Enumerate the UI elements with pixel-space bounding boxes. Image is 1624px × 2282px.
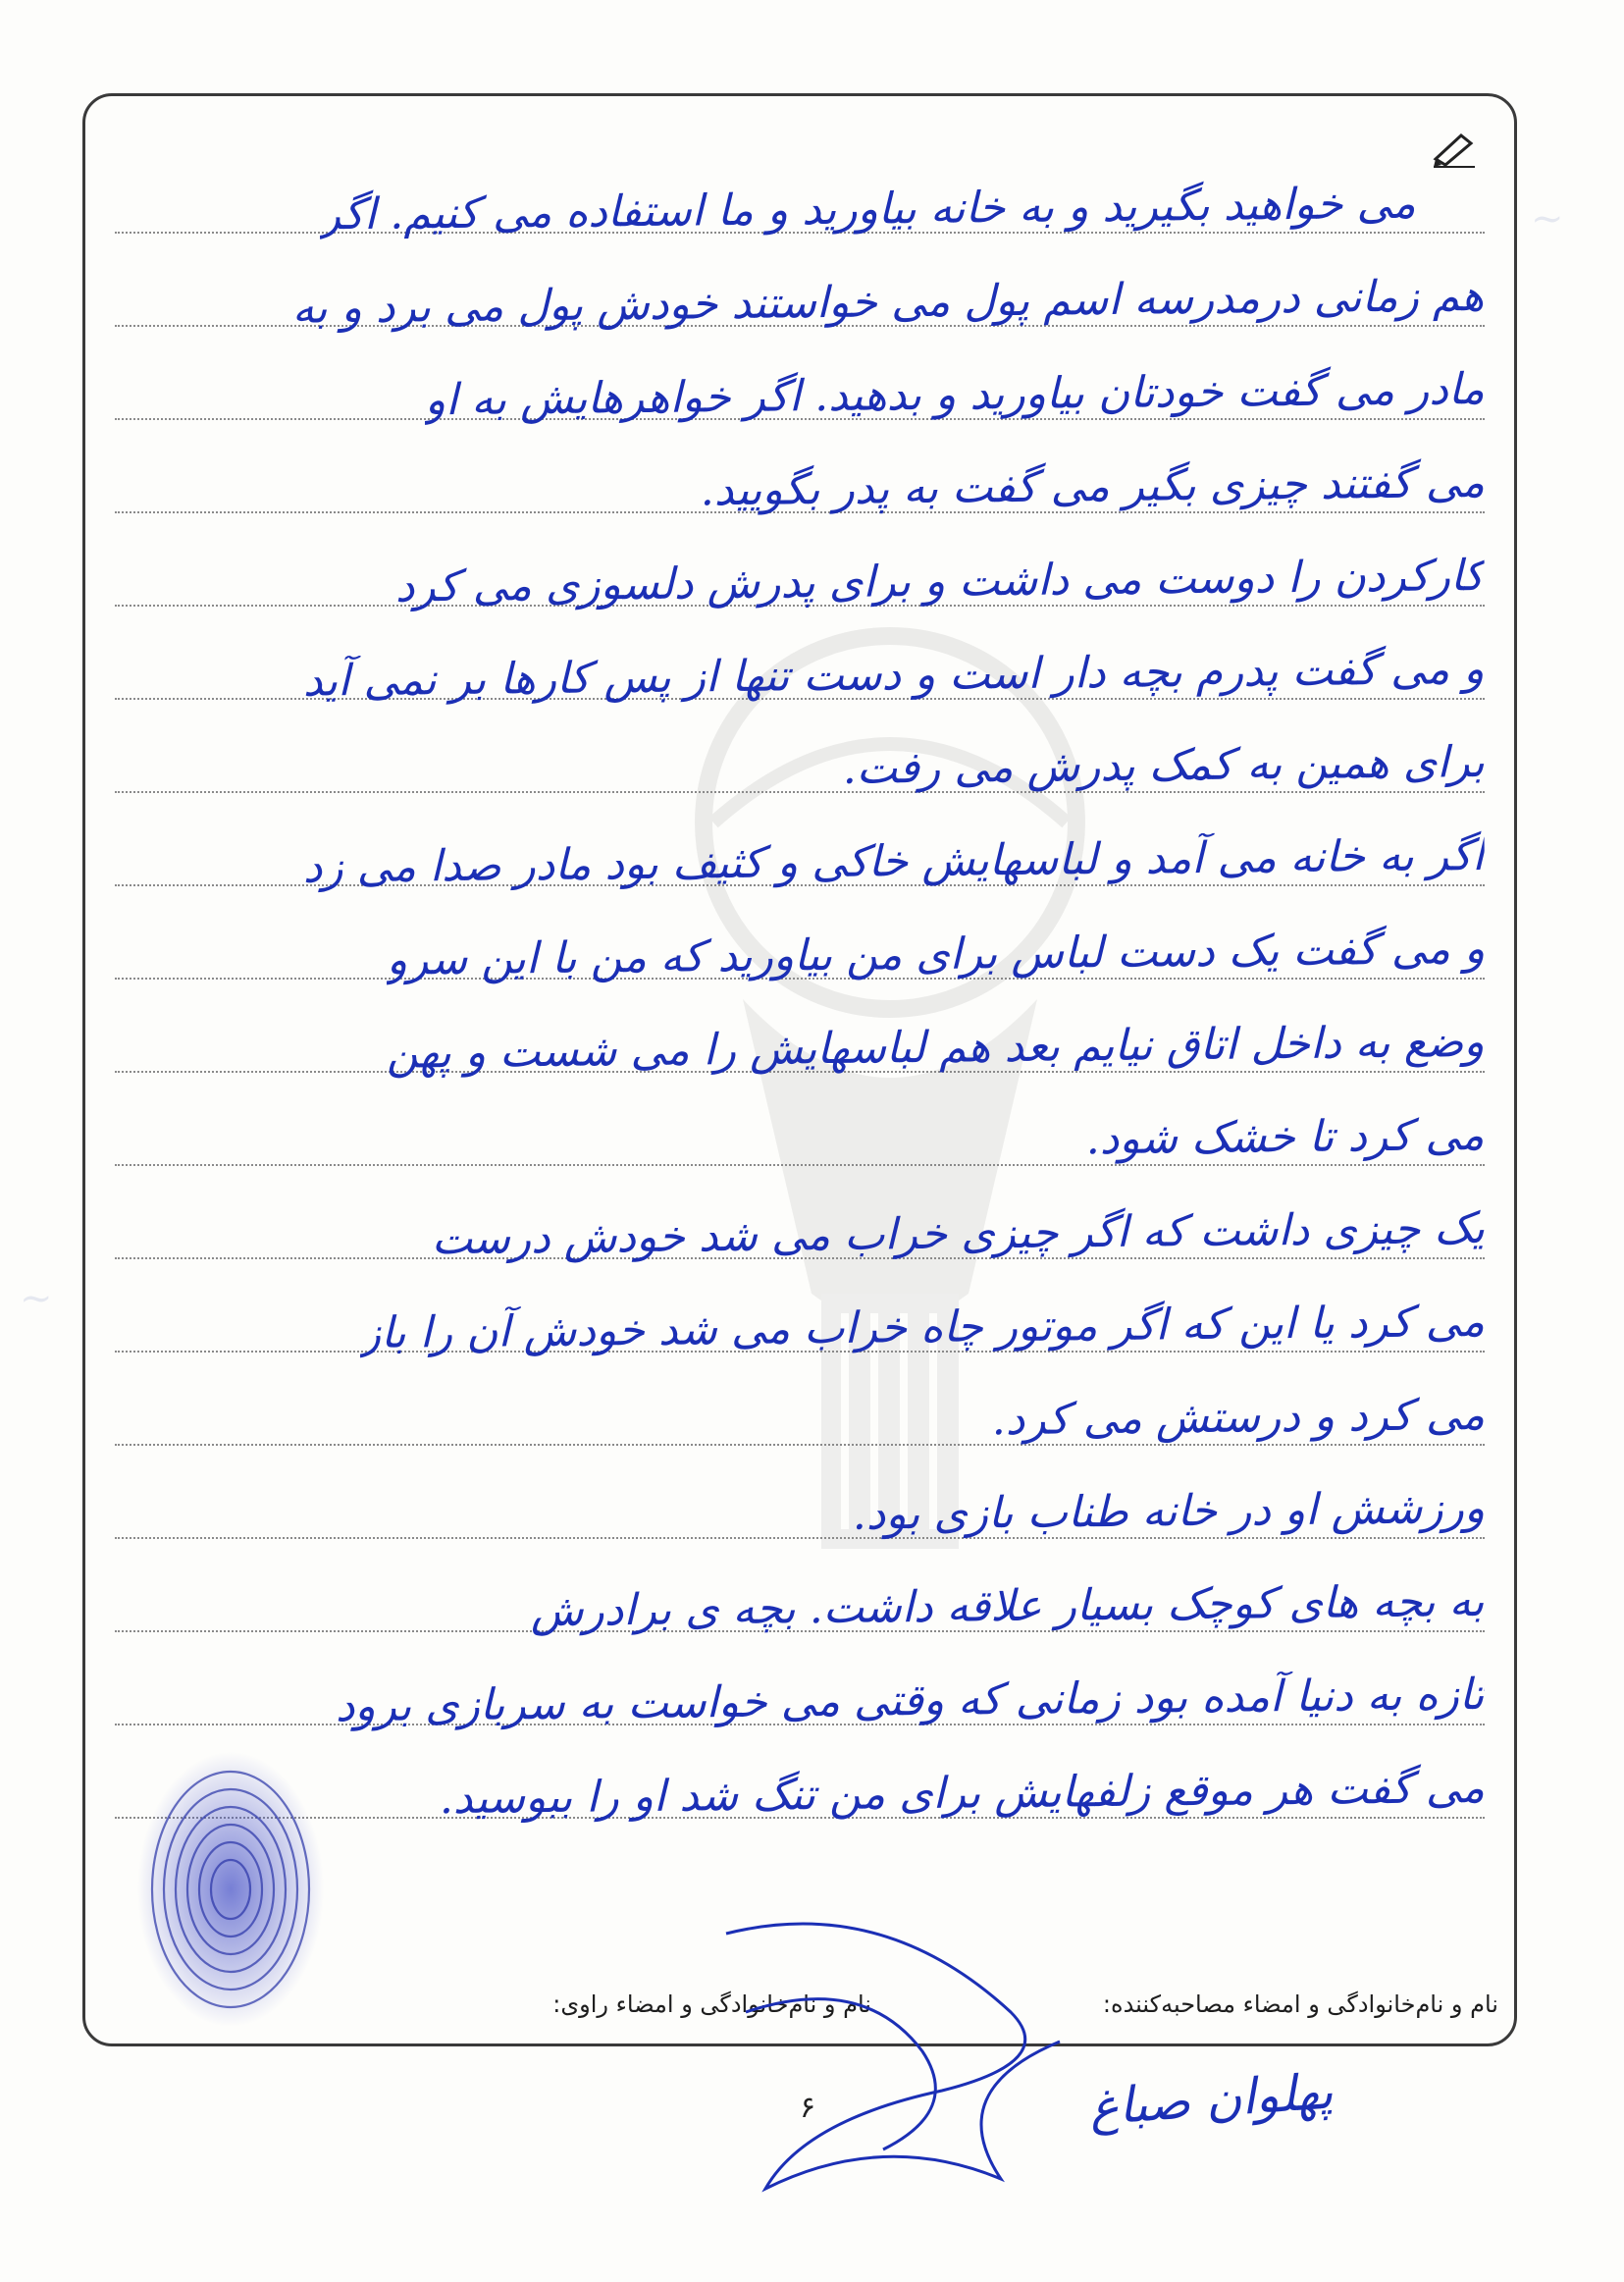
ruled-line	[115, 435, 1485, 516]
ruled-line	[115, 1554, 1485, 1637]
handwritten-text: به بچه های کوچک بسیار علاقه داشت. بچه ی برادرش	[530, 1576, 1485, 1637]
handwritten-text: هم زمانی درمدرسه اسم پول می خواستند خودش پول می برد و به	[291, 271, 1486, 334]
handwritten-text: می کرد و درستش می کرد.	[991, 1390, 1485, 1446]
handwritten-text: برای همین به کمک پدرش می رفت.	[842, 737, 1485, 794]
interviewer-signature-label: نام و نام‌خانوادگی و امضاء مصاحبه‌کننده:	[1102, 1990, 1498, 2018]
ruled-line	[115, 342, 1485, 426]
handwritten-text: می گفت هر موقع زلفهایش برای من تنگ شد او را ببوسید.	[439, 1763, 1485, 1825]
ruled-line	[115, 808, 1485, 893]
handwritten-text: می کرد تا خشک شود.	[1085, 1110, 1485, 1165]
narrator-signature-label: نام و نام‌خانوادگی و امضاء راوی:	[552, 1990, 871, 2018]
handwritten-text: می خواهید بگیرید و به خانه بیاورید و ما استفاده می کنیم. اگر	[319, 178, 1417, 240]
ruled-line	[115, 1647, 1485, 1732]
bleed-through-marks: ~	[1531, 196, 1564, 241]
ruled-line	[115, 1274, 1485, 1359]
ruled-line	[115, 621, 1485, 707]
fingerprint-stamp	[132, 1742, 329, 2037]
ruled-line	[115, 901, 1485, 985]
ruled-line	[115, 1367, 1485, 1446]
handwritten-text: و می گفت یک دست لباس برای من بیاورید که من با این سرو	[386, 924, 1485, 985]
handwritten-text: می کرد یا این که اگر موتور چاه خراب می شد خودش آن را باز	[359, 1297, 1485, 1359]
ruled-line	[115, 715, 1485, 793]
ruled-line	[115, 1460, 1485, 1539]
handwritten-text: یک چیزی داشت که اگر چیزی خراب می شد خودش درست	[431, 1203, 1485, 1265]
ruled-line	[115, 248, 1486, 334]
handwritten-text: تازه به دنیا آمده بود زمانی که وقتی می خواست به سربازی برود	[335, 1670, 1485, 1732]
handwritten-text: می گفتند چیزی بگیر می گفت به پدر بگویید.	[700, 457, 1485, 516]
handwritten-text: کارکردن را دوست می داشت و برای پدرش دلسوزی می کرد	[394, 551, 1486, 612]
handwritten-text: ورزشش او در خانه طناب بازی بود.	[852, 1483, 1485, 1540]
bleed-through-marks: ~	[20, 1276, 53, 1321]
page-number: ۶	[800, 2091, 816, 2125]
narrator-signature-name: پهلوان صباغ	[1087, 2062, 1336, 2137]
ruled-line	[115, 994, 1485, 1079]
handwritten-text: وضع به داخل اتاق نیایم بعد هم لباسهایش را می شست و پهن	[386, 1017, 1485, 1079]
ruled-line	[115, 1088, 1485, 1166]
signature-scrawl	[687, 1894, 1099, 2218]
ruled-line	[115, 1181, 1485, 1265]
ruled-line	[115, 528, 1486, 612]
handwritten-text: مادر می گفت خودتان بیاورید و بدهید. اگر خواهرهایش به او	[424, 364, 1485, 426]
handwritten-text: و می گفت پدرم بچه دار است و دست تنها از پس کارها بر نمی آید	[302, 644, 1485, 707]
ruled-line	[115, 155, 1485, 240]
handwritten-text: اگر به خانه می آمد و لباسهایش خاکی و کثیف بود مادر صدا می زد	[302, 830, 1485, 893]
